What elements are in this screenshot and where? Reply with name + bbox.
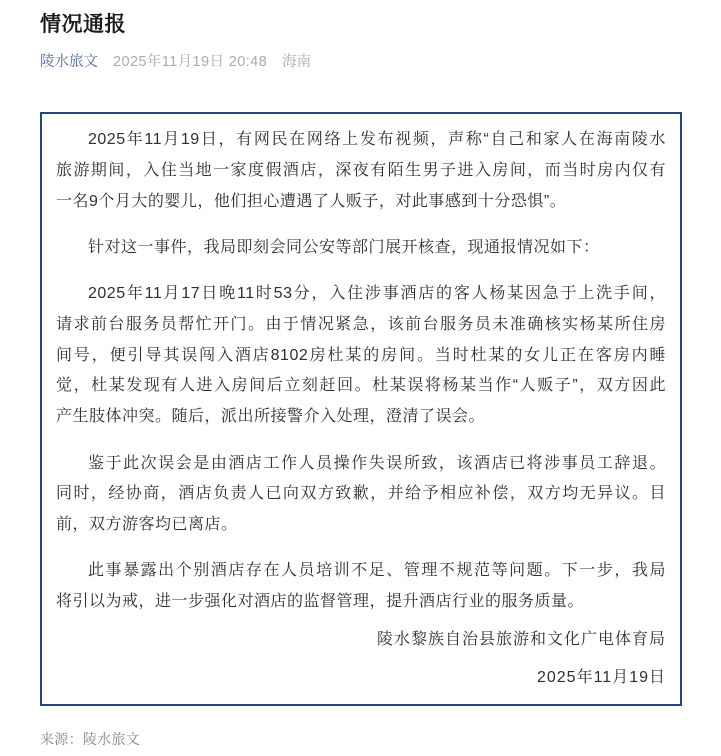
notice-line: 针对这一事件，我局即刻会同公安等部门展开核查，现通报情况如下： (88, 238, 600, 256)
notice-line: 2025年11月17日晚11时53分，入住涉事酒店的客人杨某因急于上洗手间， (88, 285, 666, 303)
notice-line: 鉴于此次误会是由酒店工作人员操作失误所致，该酒店已将涉事员工辞退。 (88, 454, 666, 472)
notice-line: 此事暴露出个别酒店存在人员培训不足、管理不规范等问题。下一步，我局 (88, 562, 666, 580)
notice-line: 请求前台服务员帮忙开门。由于情况紧急，该前台服务员未准确核实杨某所住房 (56, 315, 666, 333)
notice-line: 一名9个月大的婴儿，他们担心遭遇了人贩子，对此事感到十分恐惧”。 (56, 192, 567, 210)
notice-box (40, 112, 682, 706)
notice-date: 2025年11月19日 (536, 669, 666, 687)
notice-line: 2025年11月19日，有网民在网络上发布视频，声称“自己和家人在海南陵水 (88, 131, 666, 148)
notice-line: 前，双方游客均已离店。 (56, 516, 238, 534)
notice-paragraph (56, 233, 666, 264)
notice-paragraph (56, 279, 666, 433)
issuer-signature: 陵水黎族自治县旅游和文化广电体育局 (376, 631, 666, 649)
notice-paragraph (56, 449, 666, 541)
author-link[interactable]: 陵水旅文 (40, 54, 98, 70)
notice-paragraph (56, 125, 666, 217)
notice-line: 间号，便引导其误闯入酒店8102房杜某的房间。当时杜某的女儿正在客房内睡 (56, 346, 666, 364)
notice-paragraph (56, 556, 666, 618)
article-meta (40, 51, 682, 73)
article-title: 情况通报 (40, 13, 126, 36)
publish-location: 海南 (282, 54, 312, 70)
notice-line: 将引以为戒，进一步强化对酒店的监督管理，提升酒店行业的服务质量。 (56, 593, 585, 611)
publish-time: 2025年11月19日 20:48 (113, 54, 268, 70)
source-line: 来源：陵水旅文 (40, 731, 141, 748)
notice-line: 觉，杜某发现有人进入房间后立刻赶回。杜某误将杨某当作“人贩子”，双方因此 (56, 377, 666, 395)
notice-line: 旅游期间，入住当地一家度假酒店，深夜有陌生男子进入房间，而当时房内仅有 (56, 161, 666, 179)
notice-line: 同时，经协商，酒店负责人已向双方致歉，并给予相应补偿，双方均无异议。目 (56, 485, 666, 503)
notice-line: 产生肢体冲突。随后，派出所接警介入处理，澄清了误会。 (56, 408, 486, 426)
